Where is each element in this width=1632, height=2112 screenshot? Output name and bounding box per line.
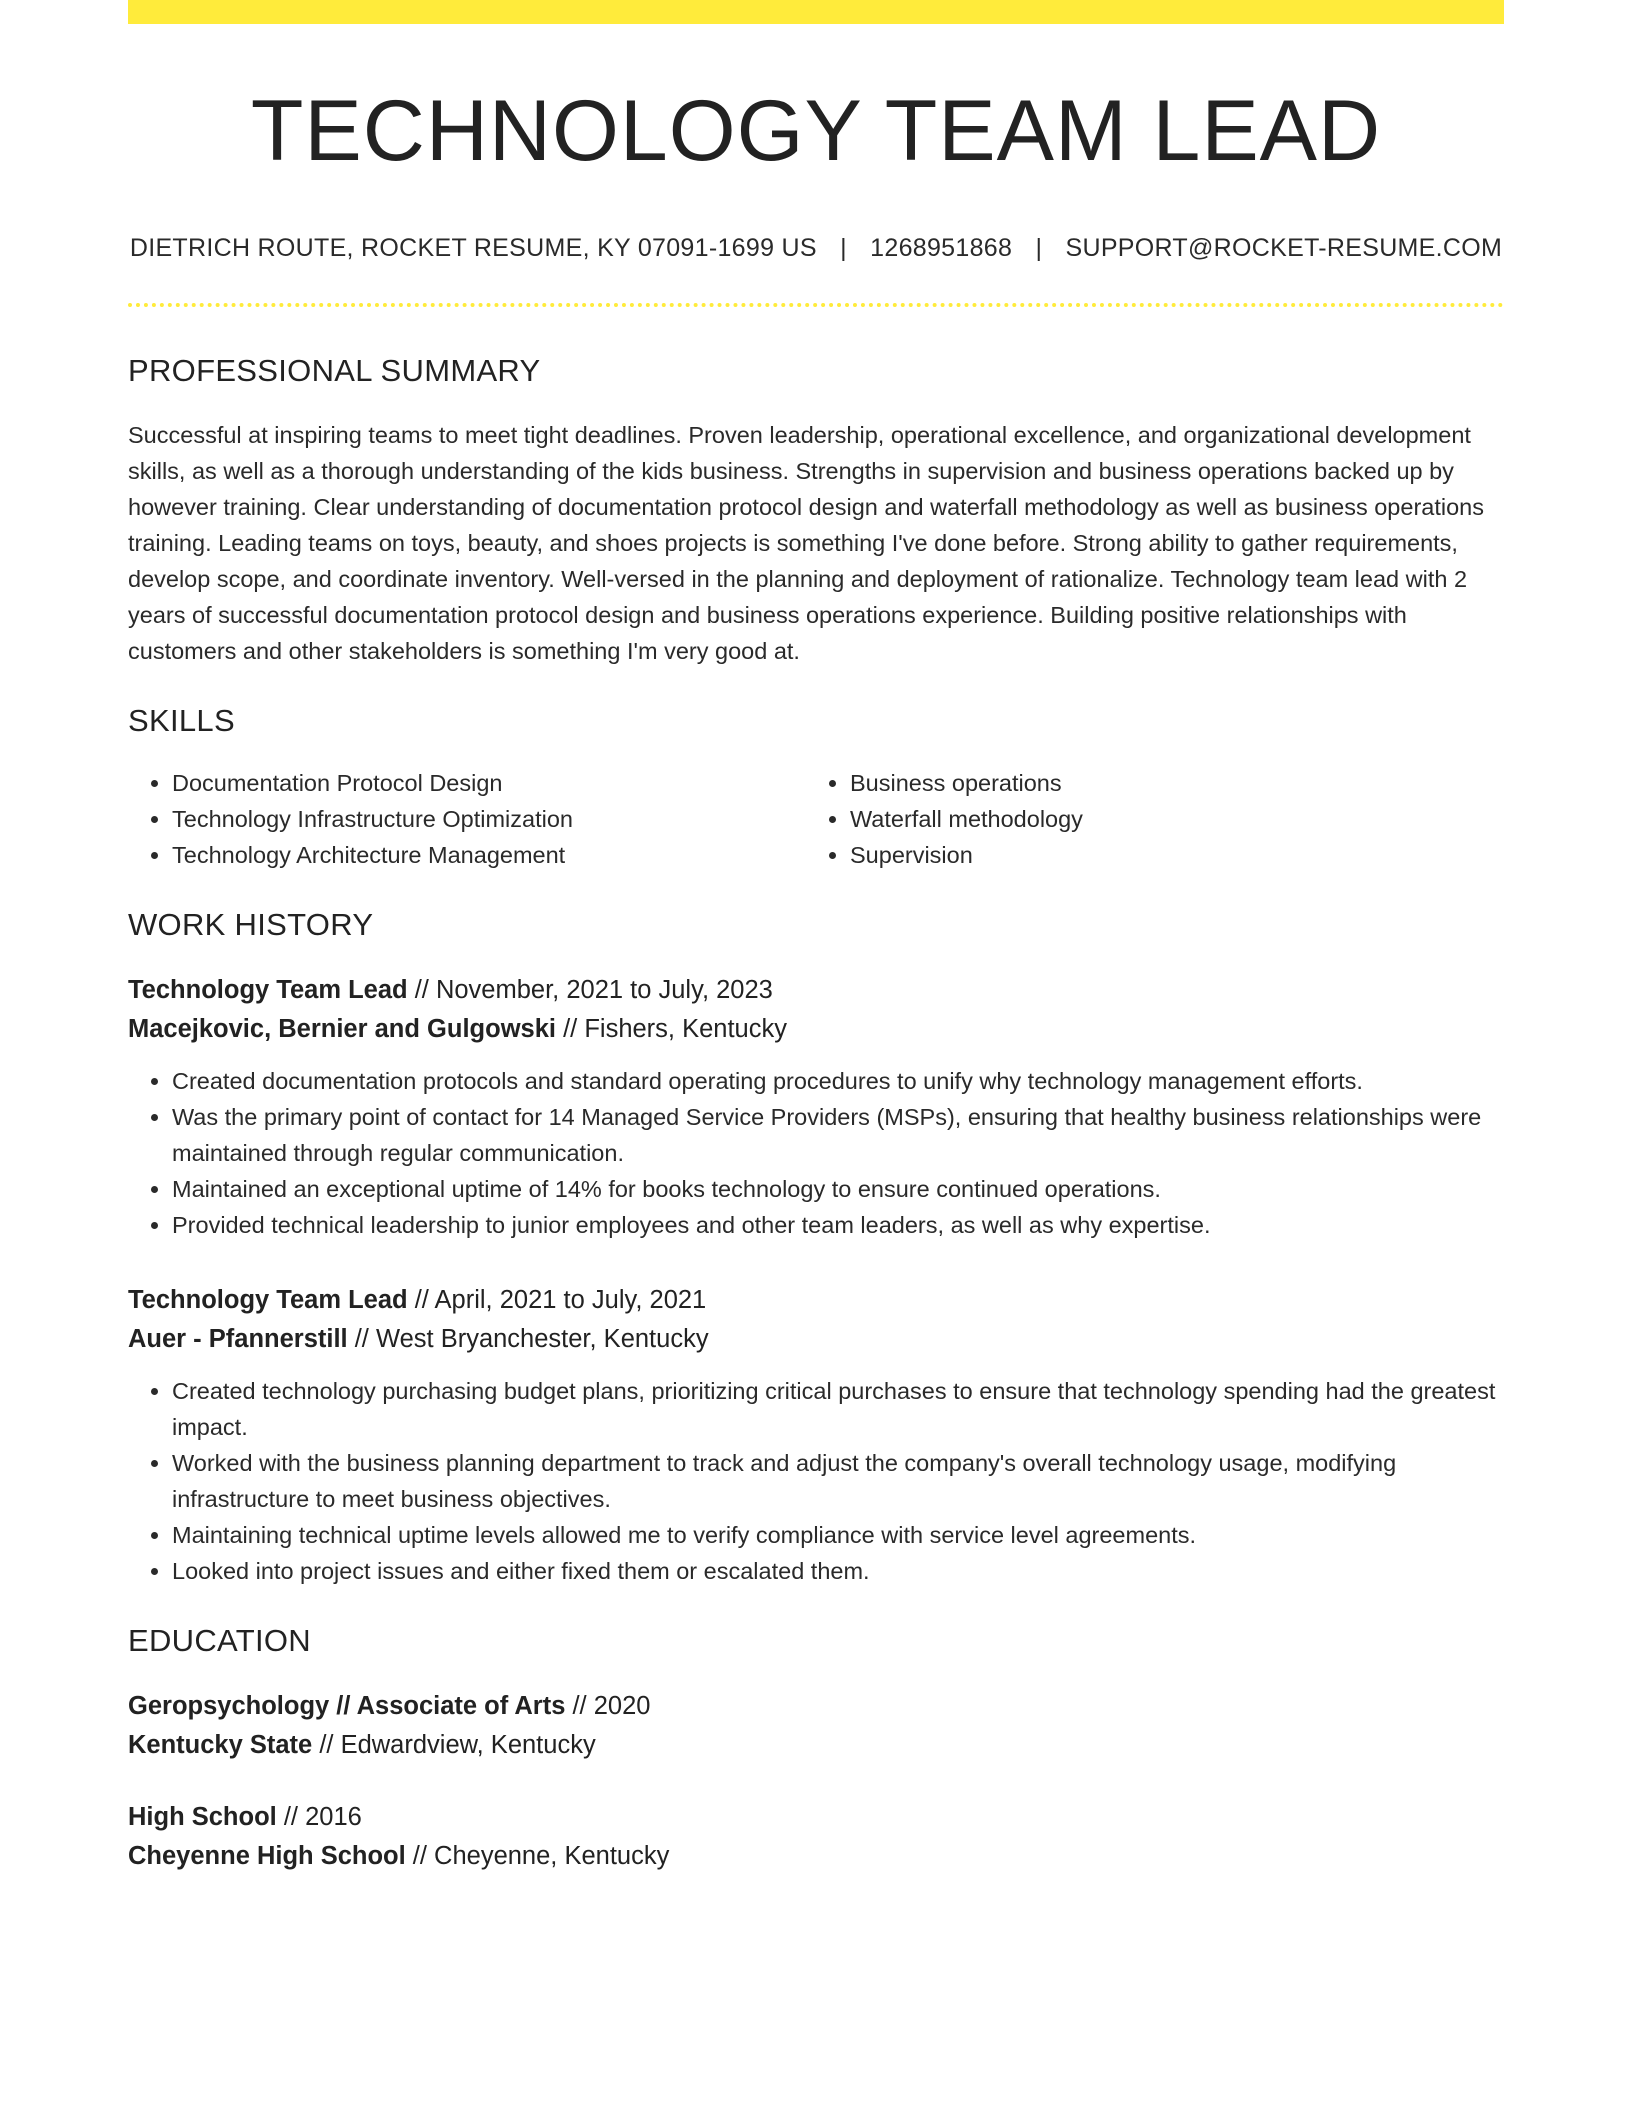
education-entry [128, 1687, 1504, 1765]
skill-item: • Documentation Protocol Design [172, 765, 806, 801]
contact-line [128, 234, 1504, 263]
contact-separator: | [840, 233, 847, 262]
skills-heading: SKILLS [128, 702, 235, 738]
skill-item: • Waterfall methodology [850, 801, 1484, 837]
skill-item: • Technology Infrastructure Optimization [172, 801, 806, 837]
job-bullet: • Was the primary point of contact for 14 Managed Service Providers (MSPs), ensuring that healthy business relationships were maintained through regular communication. [172, 1099, 1504, 1171]
summary-text: Successful at inspiring teams to meet tight deadlines. Proven leadership, operational excellence, and organizational development skills, as well as a thorough understanding of the kids business. Strengths in supervision and business operations backed up by however training. Clear understanding of documentation protocol design and waterfall methodology as well as business operations training. Leading teams on toys, beauty, and shoes projects is something I've done before. Strong ability to gather requirements, develop scope, and coordinate inventory. Well-versed in the planning and deployment of rationalize. Technology team lead with 2 years of successful documentation protocol design and business operations experience. Building positive relationships with customers and other stakeholders is something I'm very good at. [128, 421, 1484, 664]
education-location: // Cheyenne, Kentucky [405, 1841, 670, 1870]
job-title: Technology Team Lead [128, 975, 408, 1004]
work-history-heading: WORK HISTORY [128, 906, 374, 942]
job-company: Auer - Pfannerstill [128, 1324, 348, 1353]
job-company: Macejkovic, Bernier and Gulgowski [128, 1014, 556, 1043]
job-header [128, 1281, 1504, 1359]
skills-column-left [128, 765, 806, 873]
education-location: // Edwardview, Kentucky [312, 1730, 596, 1759]
education-entry [128, 1798, 1504, 1876]
job-location: // Fishers, Kentucky [555, 1014, 787, 1043]
job-dates: // April, 2021 to July, 2021 [407, 1285, 707, 1314]
skill-item: • Supervision [850, 837, 1484, 873]
accent-bar [128, 0, 1504, 24]
education-heading: EDUCATION [128, 1622, 311, 1658]
job-bullet: • Created technology purchasing budget plans, prioritizing critical purchases to ensure that technology spending had the greatest impact. [172, 1373, 1504, 1445]
education-year: // 2016 [276, 1802, 362, 1831]
skill-item: • Business operations [850, 765, 1484, 801]
education-degree: High School [128, 1802, 277, 1831]
skill-item: • Technology Architecture Management [172, 837, 806, 873]
summary-heading: PROFESSIONAL SUMMARY [128, 352, 541, 388]
job-bullet: • Worked with the business planning department to track and adjust the company's overall technology usage, modifying infrastructure to meet business objectives. [172, 1445, 1504, 1517]
job-bullet: • Created documentation protocols and standard operating procedures to unify why technology management efforts. [172, 1063, 1504, 1099]
job-bullet: • Maintaining technical uptime levels allowed me to verify compliance with service level agreements. [172, 1517, 1504, 1553]
contact-separator: | [1035, 233, 1043, 262]
education-year: // 2020 [565, 1691, 651, 1720]
job-bullet: • Looked into project issues and either fixed them or escalated them. [172, 1553, 1504, 1589]
skills-list [128, 765, 1504, 873]
dotted-divider [128, 303, 1504, 307]
resume-page [128, 0, 1504, 1876]
contact-email: SUPPORT@ROCKET-RESUME.COM [1065, 233, 1503, 262]
contact-phone: 1268951868 [870, 233, 1013, 262]
education-school: Cheyenne High School [128, 1841, 406, 1870]
contact-address: DIETRICH ROUTE, ROCKET RESUME, KY 07091-1699 US [129, 233, 817, 262]
job-bullets [128, 1373, 1504, 1589]
job-bullet: • Maintained an exceptional uptime of 14% for books technology to ensure continued operations. [172, 1171, 1504, 1207]
job-bullets [128, 1063, 1504, 1243]
skills-column-right [806, 765, 1484, 873]
job-bullet: • Provided technical leadership to junior employees and other team leaders, as well as why expertise. [172, 1207, 1504, 1243]
education-school: Kentucky State [128, 1730, 313, 1759]
job-dates: // November, 2021 to July, 2023 [407, 975, 773, 1004]
page-title: TECHNOLOGY TEAM LEAD [250, 83, 1382, 179]
job-location: // West Bryanchester, Kentucky [347, 1324, 709, 1353]
job-title: Technology Team Lead [128, 1285, 408, 1314]
job-header [128, 971, 1504, 1049]
education-degree: Geropsychology // Associate of Arts [128, 1691, 566, 1720]
